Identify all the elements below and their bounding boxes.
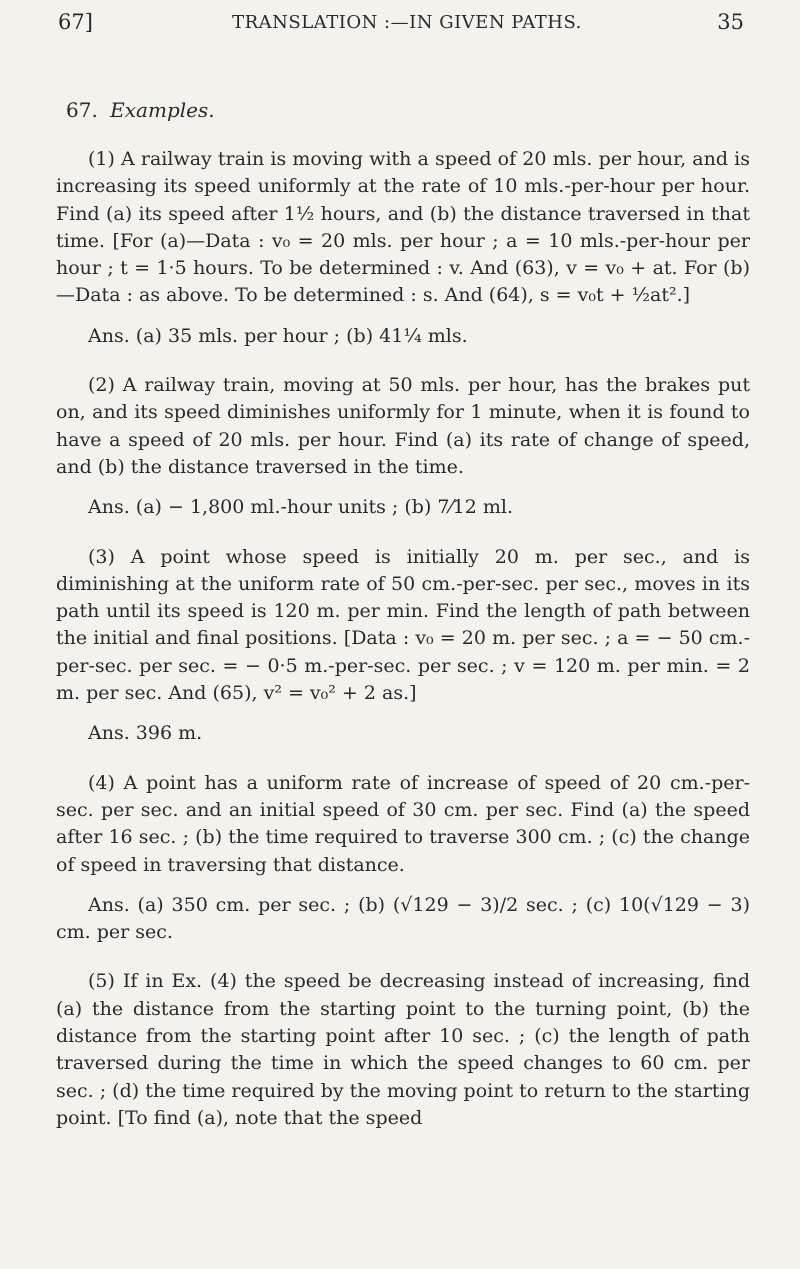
- example-4: [56, 770, 750, 947]
- example-4-text: (4) A point has a uniform rate of increase of speed of 20 cm.-per-sec. per sec. and an initial speed of 30 cm. per sec. Find (a) the speed after 16 sec. ; (b) the time required to traverse 300 cm. ; (c) the change of speed in traversing that distance.: [56, 771, 750, 876]
- example-3: [56, 544, 750, 748]
- example-5-text: (5) If in Ex. (4) the speed be decreasing instead of increasing, find (a) the distance from the starting point to the turning point, (b) the distance from the starting point after 10 sec. ; (c) the length of path traversed during the time in which the speed changes to 60 cm. per sec. ; (d) the time required by the moving point to return to the starting point. [To find (a), note that the speed: [56, 970, 750, 1129]
- header-running-title: TRANSLATION :—IN GIVEN PATHS.: [232, 12, 582, 33]
- header-section-number: 67]: [58, 10, 93, 34]
- example-4-answer: Ans. (a) 350 cm. per sec. ; (b) (√129 − 3)/2 sec. ; (c) 10(√129 − 3) cm. per sec.: [56, 893, 750, 944]
- example-2: [56, 372, 750, 521]
- example-1: [56, 146, 750, 350]
- example-3-text: (3) A point whose speed is initially 20 m. per sec., and is diminishing at the uniform rate of 50 cm.-per-sec. per sec., moves in its path until its speed is 120 m. per min. Find the length of path between the initial and final positions. [Data : v₀ = 20 m. per sec. ; a = − 50 cm.-per-sec. per sec. = − 0·5 m.-per-sec. per sec. ; v = 120 m. per min. = 2 m. per sec. And (65), v² = v₀² + 2 as.]: [56, 545, 750, 705]
- example-1-text: (1) A railway train is moving with a speed of 20 mls. per hour, and is increasing its speed uniformly at the rate of 10 mls.-per-hour per hour. Find (a) its speed after 1½ hours, and (b) the distance traversed in that time. [For (a)—Data : v₀ = 20 mls. per hour ; a = 10 mls.-per-hour per hour ; t = 1·5 hours. To be determined : v. And (63), v = v₀ + at. For (b)—Data : as above. To be determined : s. And (64), s = v₀t + ½at².]: [56, 148, 750, 307]
- example-1-answer: Ans. (a) 35 mls. per hour ; (b) 41¼ mls.: [88, 324, 468, 347]
- running-header: [58, 10, 744, 42]
- section-title: [66, 98, 215, 122]
- examples-list: [56, 146, 750, 1132]
- example-3-answer: Ans. 396 m.: [88, 722, 203, 745]
- example-5: [56, 968, 750, 1132]
- example-2-answer: Ans. (a) − 1,800 ml.-hour units ; (b) 7⁄12 ml.: [88, 496, 514, 519]
- section-heading: Examples.: [110, 98, 215, 122]
- page-number: 35: [717, 10, 744, 34]
- section-number: 67.: [66, 98, 98, 122]
- example-2-text: (2) A railway train, moving at 50 mls. per hour, has the brakes put on, and its speed diminishes uniformly for 1 minute, when it is found to have a speed of 20 mls. per hour. Find (a) its rate of change of speed, and (b) the distance traversed in the time.: [56, 374, 750, 478]
